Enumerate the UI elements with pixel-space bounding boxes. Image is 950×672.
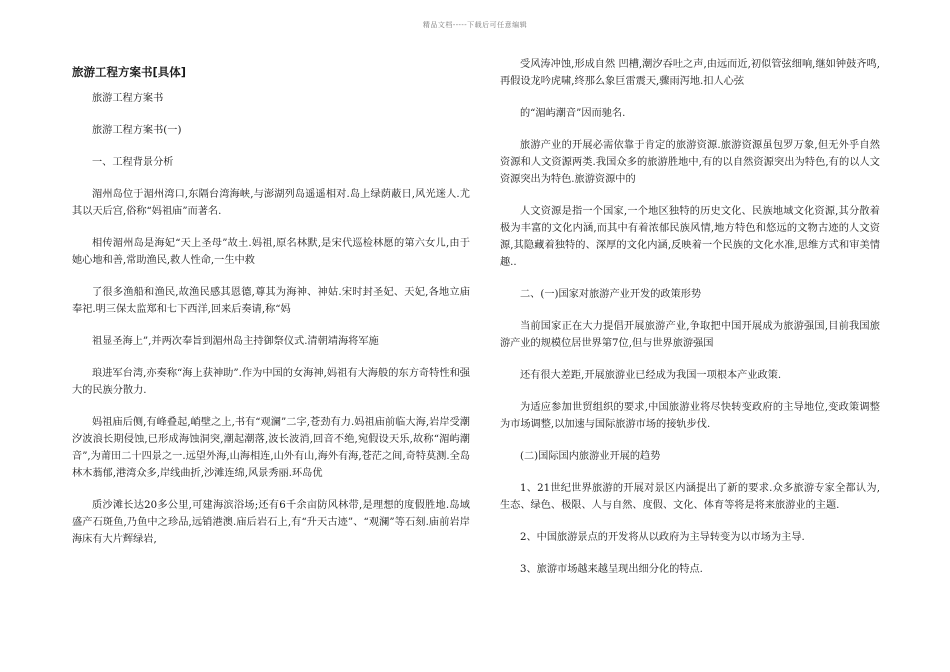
paragraph: 湄州岛位于湄州湾口,东隔台湾海峡,与澎湖列岛遥遥相对.岛上绿荫蔽日,风光迷人.尤其以天后宫,俗称“妈祖庙”而著名. [72, 189, 470, 217]
paragraph: 旅游工程方案书(一) [92, 125, 182, 136]
paragraph: 当前国家正在大力提倡开展旅游产业,争取把中国开展成为旅游强国,目前我国旅游产业的规模位居世界第7位,但与世界旅游强国 [500, 321, 880, 349]
left-column [72, 56, 470, 563]
paragraph: 人文资源是指一个国家,一个地区独特的历史文化、民族地域文化资源,其分散着极为丰富的文化内涵,而其中有着浓郁民族风情,地方特色和悠远的文物古迹的人文资源,其隐藏着独特的、深厚的文化内涵,反映着一个民族的文化水准,思维方式和审美情趣.. [500, 206, 880, 268]
paragraph: 琅进军台湾,亦奏称“海上获神助”.作为中国的女海神,妈祖有大海般的东方奇特性和强大的民族分散力. [72, 368, 470, 396]
section-heading: 一、工程背景分析 [92, 157, 174, 168]
section-heading: (二)国际国内旅游业开展的趋势 [520, 451, 661, 462]
paragraph: 祖显圣海上”,并两次奉旨到湄州岛主持御祭仪式.清朝靖海将军施 [92, 336, 379, 347]
page-header: 精品文档-----下载后可任意编辑 [422, 21, 528, 29]
paragraph: 还有很大差距,开展旅游业已经成为我国一项根本产业政策. [520, 370, 782, 381]
paragraph: 的“湄屿潮音”因而驰名. [520, 108, 626, 119]
paragraph: 质沙滩长达20多公里,可建海滨浴场;还有6千余亩防风林带,是理想的度假胜地.岛域盛产石斑鱼,乃鱼中之珍品,远销港澳.庙后岩石上,有“升天古迹”、“观澜”等石刻.庙前岩岸海床有大片辉绿岩, [72, 500, 470, 545]
list-item: 2、中国旅游景点的开发将从以政府为主导转变为以市场为主导. [520, 532, 805, 543]
paragraph: 相传湄州岛是海妃“天上圣母”故土.妈祖,原名林默,是宋代巡检林愿的第六女儿,由于她心地和善,常助渔民,救人性命,一生中救 [72, 238, 470, 266]
list-item: 1、21世纪世界旅游的开展对景区内涵提出了新的要求.众多旅游专家全都认为,生态、绿色、极限、人与自然、度假、文化、体育等将是将来旅游业的主题. [500, 483, 880, 511]
paragraph: 了很多渔船和渔民,故渔民感其恩德,尊其为海神、神姑.宋时封圣妃、天妃,各地立庙奉祀.明三保太监郑和七下西洋,回来后奏请,称“妈 [72, 287, 470, 315]
list-item: 3、旅游市场越来越呈现出细分化的特点. [520, 564, 703, 575]
paragraph: 为适应参加世贸组织的要求,中国旅游业将尽快转变政府的主导地位,变政策调整为市场调整,以加速与国际旅游市场的接轨步伐. [500, 402, 880, 430]
document-title: 旅游工程方案书[具体] [72, 65, 187, 79]
paragraph: 妈祖庙后侧,有峰叠起,峭壁之上,书有“观澜”二字,苍劲有力.妈祖庙前临大海,岩岸受潮汐波浪长期侵蚀,已形成海蚀洞突,潮起潮落,波长波消,回音不绝,宛假设天乐,故称“湄屿潮音”,为莆田二十四景之一.远望外海,山海相连,山外有山,海外有海,苍茫之间,奇特莫测.全岛林木蓊郁,港湾众多,岸线曲折,沙滩连绵,风景秀丽.环岛优 [72, 417, 470, 479]
paragraph: 旅游工程方案书 [92, 93, 164, 104]
paragraph: 旅游产业的开展必需依靠于肯定的旅游资源.旅游资源虽包罗万象,但无外乎自然资源和人文资源两类.我国众多的旅游胜地中,有的以自然资源突出为特色,有的以人文资源突出为特色.旅游资源中的 [500, 140, 880, 185]
section-heading: 二、(一)国家对旅游产业开发的政策形势 [520, 289, 702, 300]
paragraph: 受风涛冲蚀,形成自然 凹槽,潮汐吞吐之声,由远而近,初似管弦细响,继如钟鼓齐鸣,再假设龙吟虎啸,终那么象巨雷震天,骤雨泻地.扣人心弦 [500, 59, 880, 87]
right-column [500, 56, 880, 593]
